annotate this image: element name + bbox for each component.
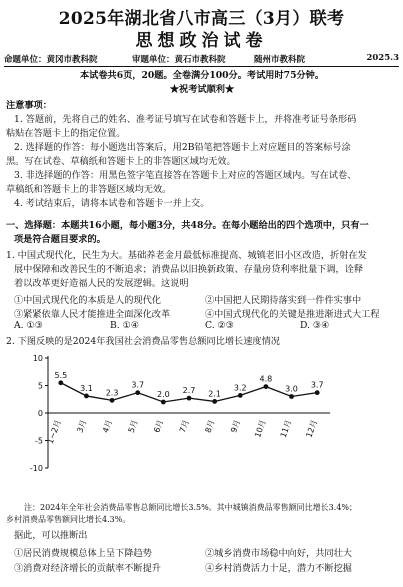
blessing: ★祝考试顺利★	[169, 84, 235, 95]
data-point	[58, 380, 63, 385]
q1-stem: 着以改革更好造福人民的发展逻辑。这说明	[14, 278, 189, 289]
category-label: 10月	[253, 418, 268, 439]
note-line: 草稿纸和答题卡上的非答题区域均无效。	[6, 184, 172, 195]
q1-choice-d: D. ③④	[300, 320, 330, 331]
data-point	[238, 393, 243, 398]
q1-choice-c: C. ②③	[205, 320, 235, 331]
notes-heading: 注意事项：	[6, 100, 52, 111]
data-label: 3.2	[233, 383, 247, 393]
category-label: 5月	[126, 418, 140, 434]
category-label: 6月	[152, 418, 166, 434]
data-point	[289, 394, 294, 399]
category-label: 12月	[304, 418, 320, 439]
proposer-unit: 命题单位：黄冈市教科院	[4, 55, 98, 65]
q2-option-1: ①居民消费规模总体上呈下降趋势	[14, 548, 152, 559]
q1-option-3: ③紧紧依靠人民才能推进全面深化改革	[14, 309, 171, 320]
category-label: 11月	[278, 418, 294, 439]
data-label: 3.7	[131, 380, 145, 390]
growth-rate-chart	[0, 350, 403, 500]
y-tick-label: -5	[35, 436, 43, 446]
q1-option-1: ①中国式现代化的本质是人的现代化	[14, 295, 161, 306]
data-point	[110, 398, 115, 403]
data-label: 3.7	[310, 380, 324, 390]
section-heading: 一、选择题：本题共16小题，每小题3分，共48分。在每小题给出的四个选项中，只有一	[6, 220, 369, 231]
category-label: 1~2月	[45, 418, 63, 446]
q1-option-4	[205, 306, 380, 320]
category-label: 4月	[101, 418, 114, 434]
y-tick-label: 0	[37, 409, 43, 418]
data-point	[264, 384, 269, 389]
data-label: 2.3	[105, 388, 119, 398]
q1-option-4-tail: 大工程	[352, 309, 380, 320]
q1-choice-a: A. ①③	[14, 320, 43, 331]
section-heading-cont: 项是符合题目要求的。	[14, 234, 106, 245]
note-line: 粘贴在答题卡上的指定位置。	[6, 128, 126, 139]
note-line: 1. 答题前，先将自己的姓名、准考证号填写在试卷和答题卡上，并将准考证号条形码	[14, 114, 357, 125]
q2-lead: 据此，可以推断出	[14, 530, 88, 541]
exam-title: 2025年湖北省八市高三（3月）联考	[58, 9, 345, 29]
data-label: 2.1	[208, 389, 222, 399]
q1-choice-b: B. ①④	[110, 320, 140, 331]
y-tick-label: -10	[29, 464, 43, 473]
data-label: 3.1	[80, 383, 93, 393]
header-divider	[4, 66, 399, 67]
note-line: 3. 非选择题的作答：用黑色签字笔直接答在答题卡上对应的答题区域内。写在试卷、	[14, 170, 357, 181]
q2-option-4: ④乡村消费活力十足，潜力不断挖掘	[205, 563, 352, 574]
data-point	[161, 400, 166, 405]
note-line: 黑。写在试卷、草稿纸和答题卡上的非答题区域均无效。	[6, 156, 236, 167]
exam-date: 2025.3	[366, 53, 399, 63]
y-tick-label: 5	[37, 381, 43, 391]
q1-stem: 1. 中国式现代化，民生为大。基础养老金月最低标准提高、城镇老旧小区改造，折射在发	[6, 250, 367, 261]
data-label: 2.7	[182, 386, 196, 396]
exam-subject: 思想政治试卷	[135, 31, 268, 51]
note-line: 4. 考试结束后，请将本试卷和答题卡一并上交。	[14, 198, 210, 209]
data-label: 2.0	[156, 390, 170, 399]
category-label: 8月	[203, 418, 217, 434]
category-label: 9月	[229, 418, 243, 434]
data-label: 5.5	[54, 370, 68, 380]
data-label: 3.0	[285, 384, 298, 394]
data-point	[315, 390, 320, 395]
exam-info: 本试卷共6页，20题。全卷满分100分。考试用时75分钟。	[79, 70, 325, 81]
category-label: 3月	[75, 418, 89, 434]
q2-stem: 2. 下图反映的是2024年我国社会消费品零售总额同比增长速度情况	[6, 336, 280, 347]
q2-option-3: ③消费对经济增长的贡献率不断提升	[14, 563, 161, 574]
data-point	[84, 394, 89, 399]
reviewer-unit: 审题单位：黄石市教科院	[132, 55, 226, 65]
q1-option-2: ②中国把人民期待落实到一件件实事中	[205, 295, 362, 306]
data-point	[212, 399, 217, 404]
data-label: 4.8	[259, 374, 273, 384]
data-point	[135, 390, 140, 395]
chart-note-cont: 乡村消费品零售额同比增长4.3%。	[6, 515, 131, 524]
data-point	[187, 396, 192, 401]
note-line: 2. 选择题的作答：每小题选出答案后，用2B铅笔把答题卡上对应题目的答案标号涂	[14, 142, 351, 153]
q1-option-4-text: ④中国式现代化的关键是推进渐进式	[205, 309, 352, 320]
q2-option-2: ②城乡消费市场稳中向好，共同壮大	[205, 548, 352, 559]
category-label: 7月	[177, 418, 191, 434]
reviewer-unit-2: 随州市教科院	[254, 55, 306, 65]
q1-stem: 展中保障和改善民生的不断追求；消费品以旧换新政策、存量房贷利率批量下调，诠释	[14, 264, 364, 275]
y-tick-label: 10	[32, 354, 43, 363]
chart-note: 注：2024年全年社会消费品零售总额同比增长3.5%。其中城镇消费品零售额同比增长3.4%；	[24, 503, 358, 512]
